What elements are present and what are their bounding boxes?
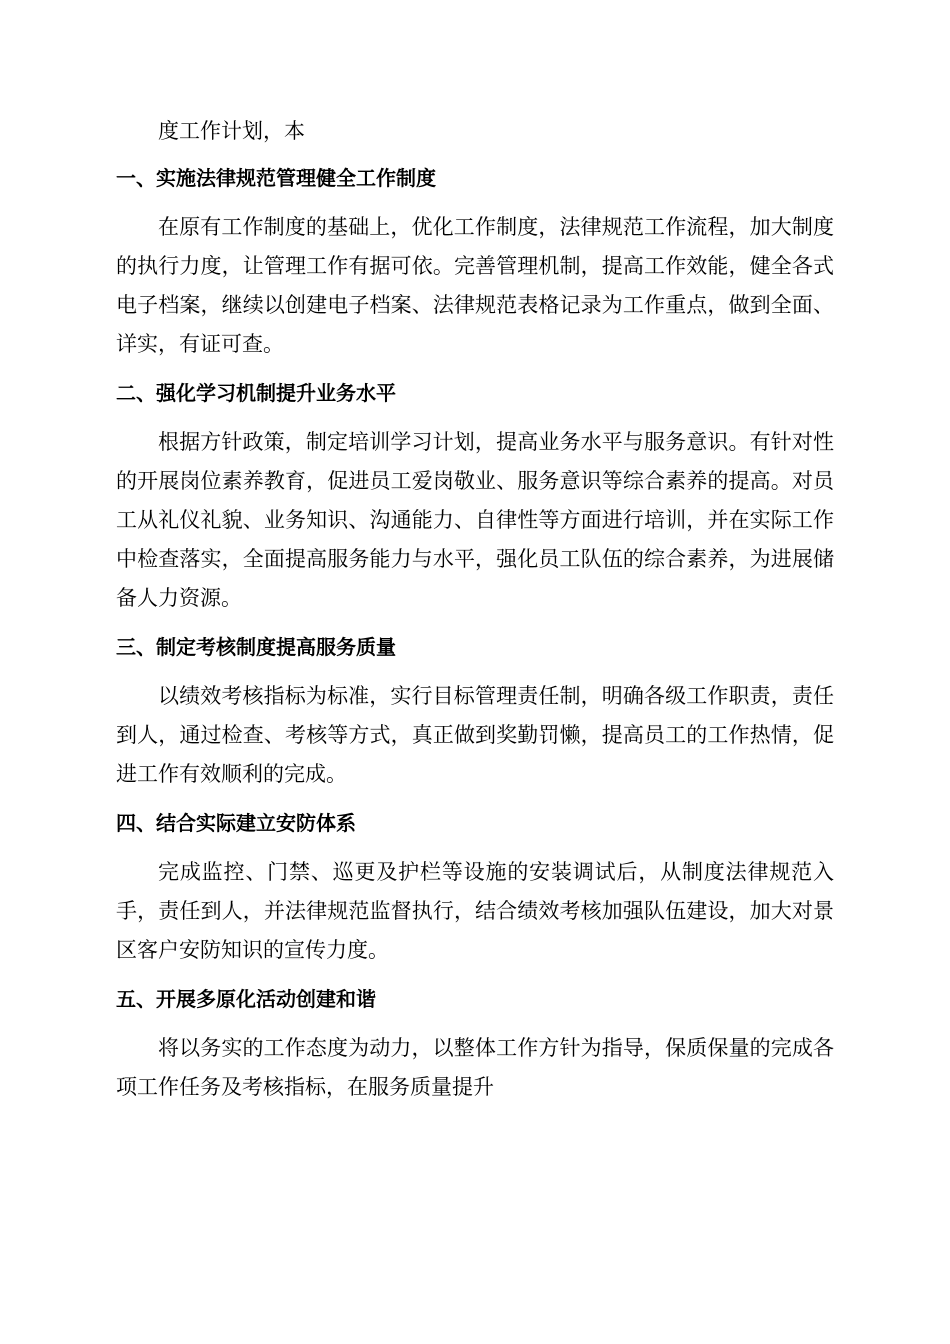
section-heading: 五、开展多原化活动创建和谐 — [116, 987, 376, 1011]
section-paragraph: 在原有工作制度的基础上，优化工作制度，法律规范工作流程，加大制度的执行力度，让管理工作有据可依。完善管理机制，提高工作效能，健全各式电子档案，继续以创建电子档案、法律规范表格记录为工作重点，做到全面、详实，有证可查。 — [116, 215, 834, 356]
section-heading: 三、制定考核制度提高服务质量 — [116, 635, 396, 659]
section-paragraph: 将以务实的工作态度为动力，以整体工作方针为指导，保质保量的完成各项工作任务及考核指标，在服务质量提升 — [116, 1036, 834, 1099]
section-3 — [116, 631, 834, 794]
section-paragraph: 完成监控、门禁、巡更及护栏等设施的安装调试后，从制度法律规范入手，责任到人，并法律规范监督执行，结合绩效考核加强队伍建设，加大对景区客户安防知识的宣传力度。 — [116, 860, 834, 962]
section-2 — [116, 377, 834, 618]
section-heading: 二、强化学习机制提升业务水平 — [116, 381, 396, 405]
section-1 — [116, 162, 834, 364]
section-paragraph: 根据方针政策，制定培训学习计划，提高业务水平与服务意识。有针对性的开展岗位素养教育，促进员工爱岗敬业、服务意识等综合素养的提高。对员工从礼仪礼貌、业务知识、沟通能力、自律性等方面进行培训，并在实际工作中检查落实，全面提高服务能力与水平，强化员工队伍的综合素养，为进展储备人力资源。 — [116, 430, 834, 610]
intro-paragraph: 度工作计划，本 — [158, 119, 305, 143]
section-4 — [116, 807, 834, 970]
section-5 — [116, 983, 834, 1107]
section-paragraph: 以绩效考核指标为标准，实行目标管理责任制，明确各级工作职责，责任到人，通过检查、考核等方式，真正做到奖勤罚懒，提高员工的工作热情，促进工作有效顺利的完成。 — [116, 684, 834, 786]
document-body — [116, 112, 834, 1120]
section-heading: 一、实施法律规范管理健全工作制度 — [116, 166, 436, 190]
section-heading: 四、结合实际建立安防体系 — [116, 811, 356, 835]
